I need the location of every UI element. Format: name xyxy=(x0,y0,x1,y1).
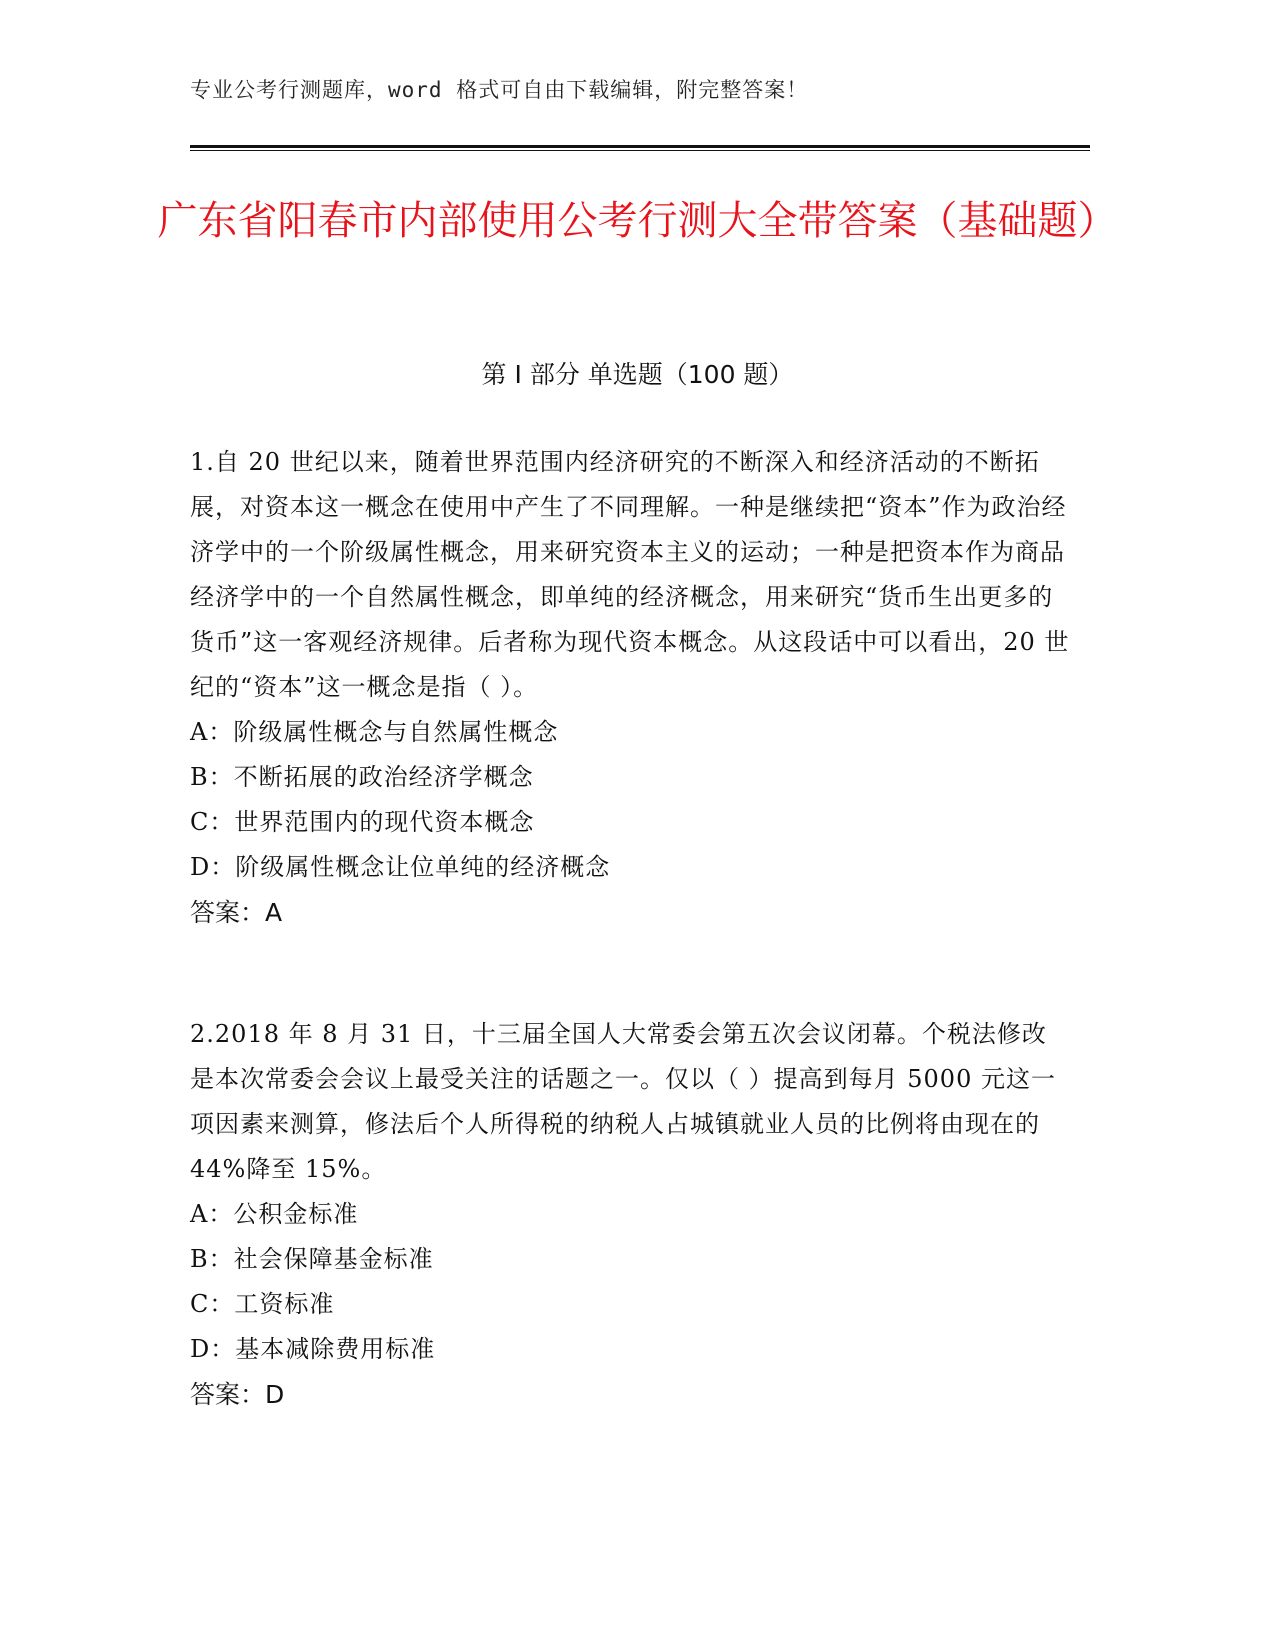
option-d: D：阶级属性概念让位单纯的经济概念 xyxy=(190,853,611,881)
answer-line: 答案：D xyxy=(190,1380,285,1409)
question-stem: 1.自 20 世纪以来，随着世界范围内经济研究的不断深入和经济活动的不断拓展，对资本这一概念在使用中产生了不同理解。一种是继续把“资本”作为政治经济学中的一个阶级属性概念，用来研究资本主义的运动；一种是把资本作为商品经济学中的一个自然属性概念，即单纯的经济概念，用来研究“货币生出更多的货币”这一客观经济规律。后者称为现代资本概念。从这段话中可以看出，20 世纪的“资本”这一概念是指（ ）。 xyxy=(190,448,1070,701)
question-2 xyxy=(190,1012,1070,1417)
option-c: C：世界范围内的现代资本概念 xyxy=(190,808,535,836)
header-divider-thick xyxy=(190,145,1090,148)
option-b: B：社会保障基金标准 xyxy=(190,1245,434,1273)
option-a: A：阶级属性概念与自然属性概念 xyxy=(190,718,559,746)
page-header-tagline: 专业公考行测题库，word 格式可自由下载编辑，附完整答案！ xyxy=(190,78,809,102)
option-d: D：基本减除费用标准 xyxy=(190,1335,436,1363)
option-c: C：工资标准 xyxy=(190,1290,335,1318)
option-b: B：不断拓展的政治经济学概念 xyxy=(190,763,534,791)
question-1 xyxy=(190,440,1070,935)
header-divider-thin xyxy=(190,150,1090,151)
option-a: A：公积金标准 xyxy=(190,1200,359,1228)
document-title: 广东省阳春市内部使用公考行测大全带答案（基础题） xyxy=(157,198,1118,244)
section-heading: 第 I 部分 单选题（100 题） xyxy=(481,360,794,389)
answer-line: 答案：A xyxy=(190,898,283,927)
question-stem: 2.2018 年 8 月 31 日，十三届全国人大常委会第五次会议闭幕。个税法修改是本次常委会会议上最受关注的话题之一。仅以（ ）提高到每月 5000 元这一项因素来测算，修法后个人所得税的纳税人占城镇就业人员的比例将由现在的 44%降至 15%。 xyxy=(190,1020,1056,1183)
